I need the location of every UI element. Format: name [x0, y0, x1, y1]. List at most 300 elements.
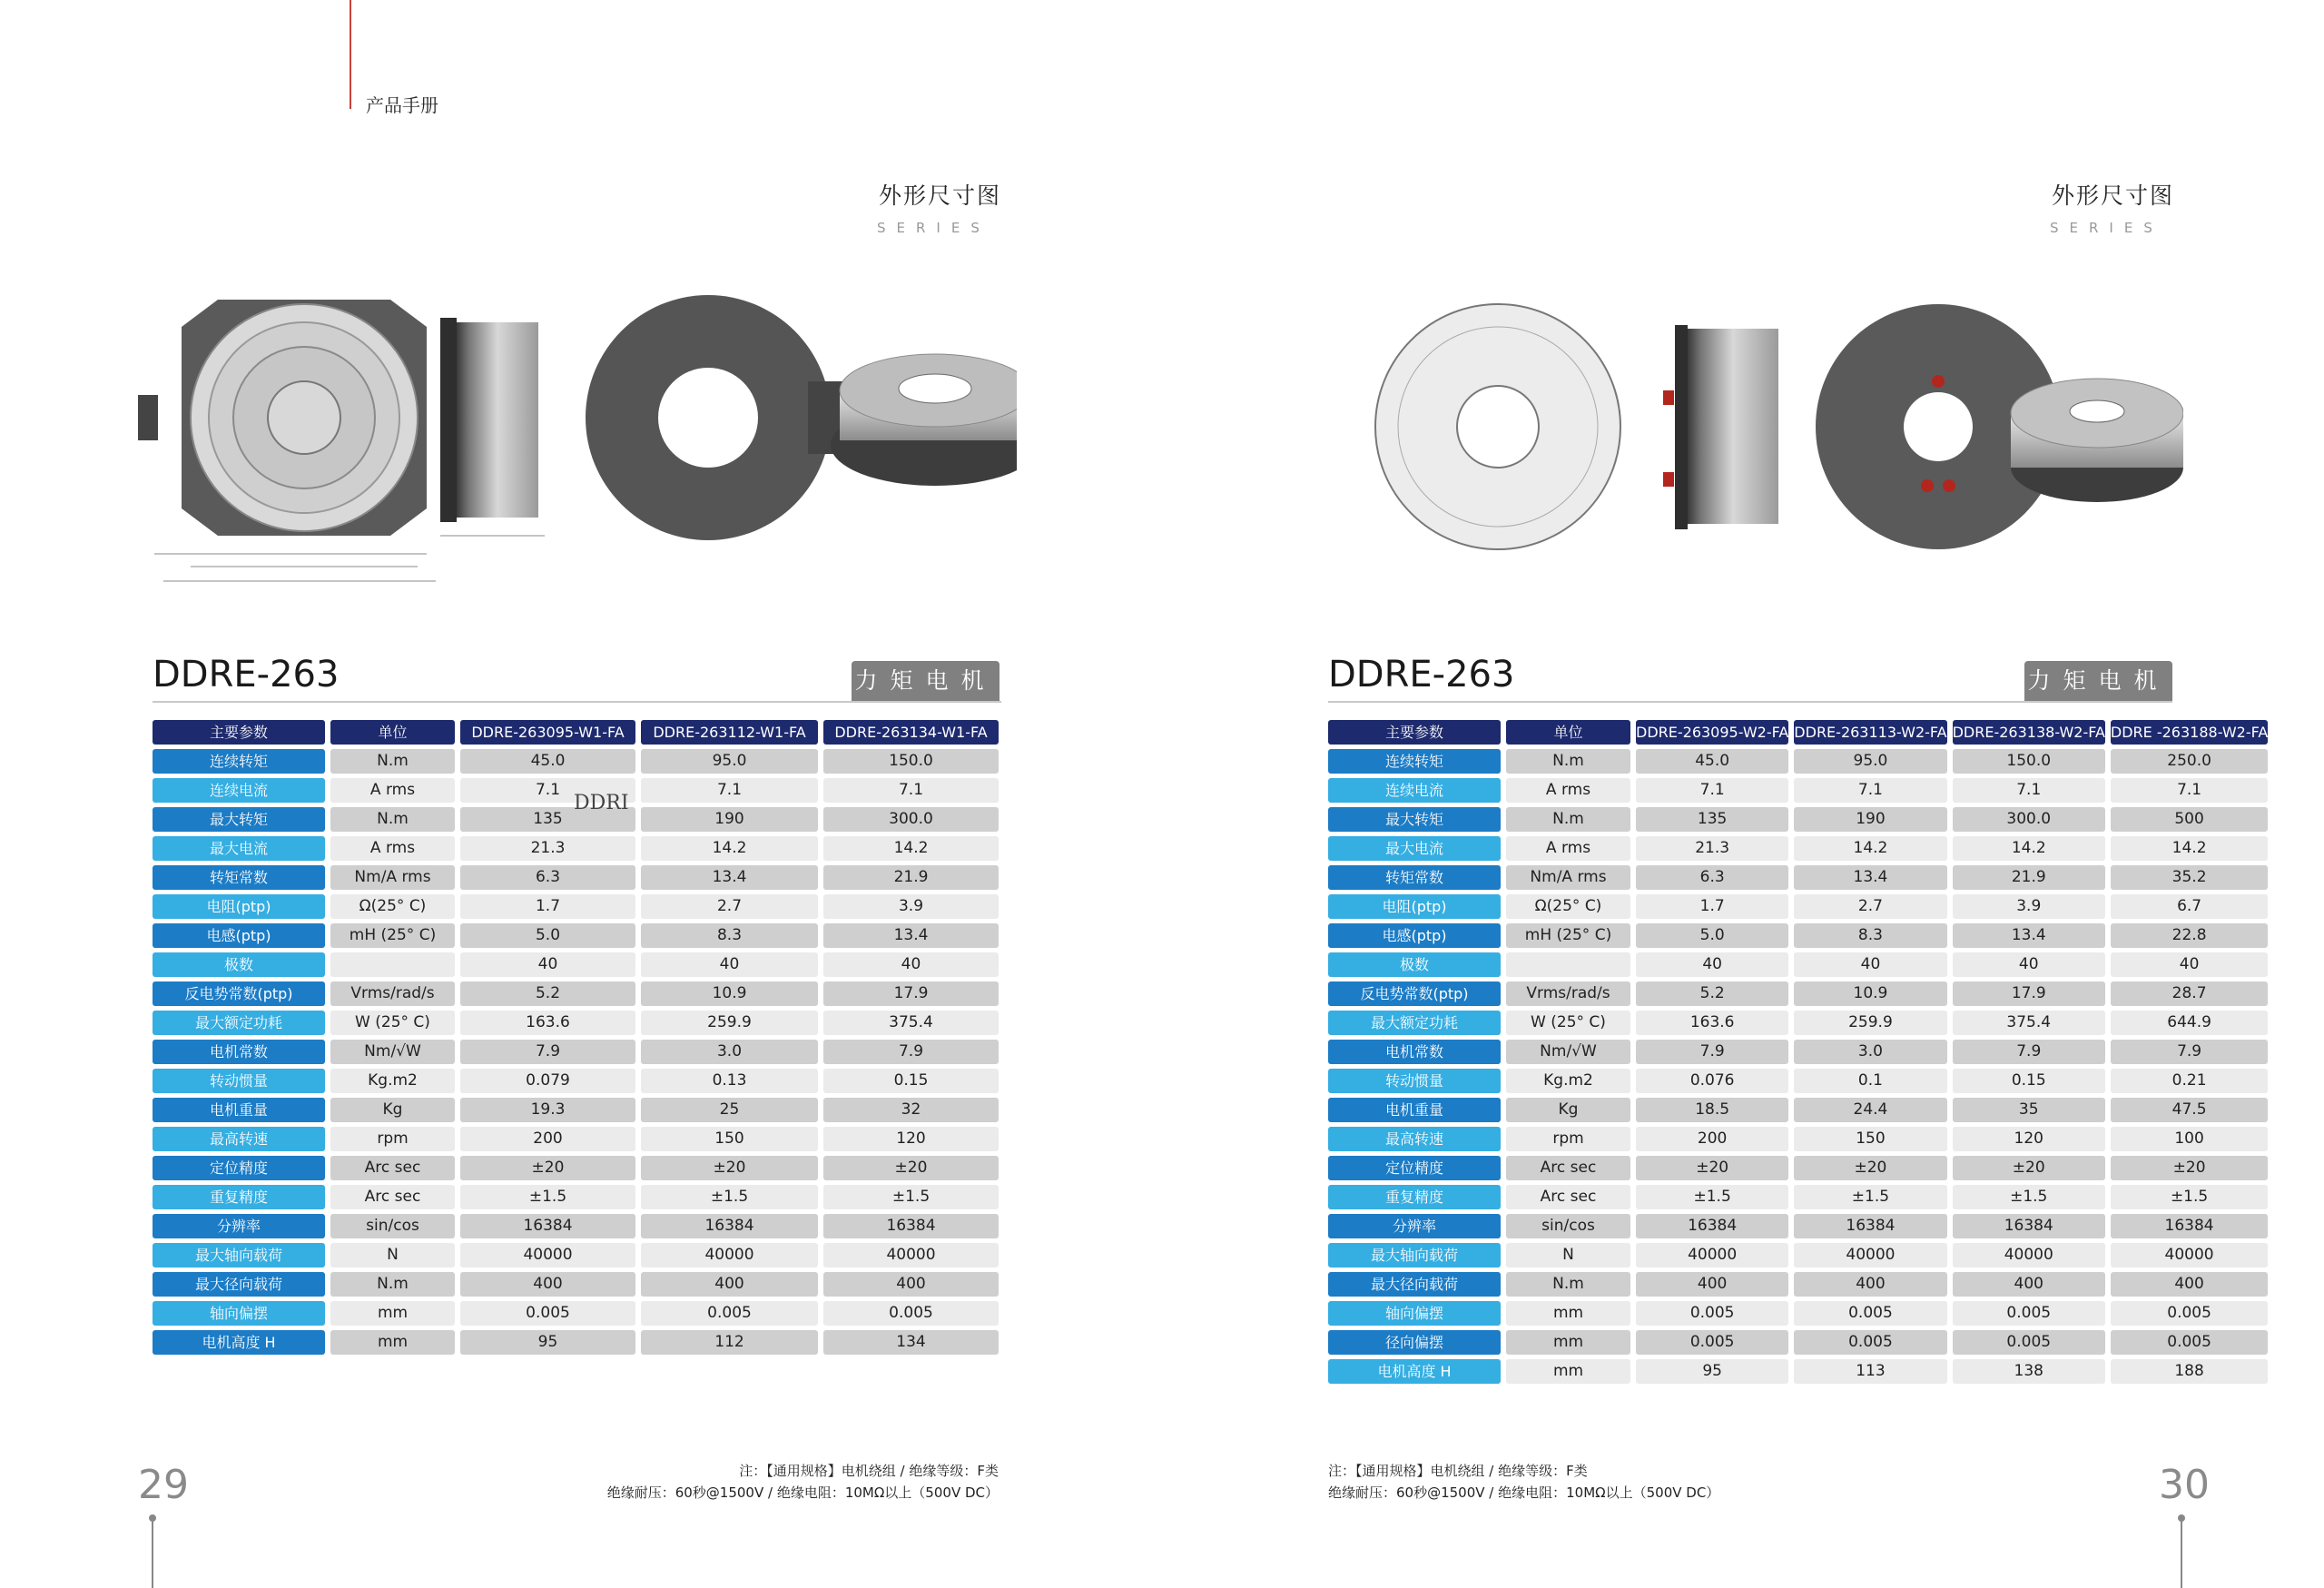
value-cell: 95.0 — [1794, 749, 1946, 774]
unit-cell: W (25° C) — [1506, 1011, 1630, 1035]
column-header-model: DDRE-263112-W1-FA — [641, 720, 818, 745]
value-cell: 95 — [460, 1330, 635, 1355]
value-cell: 150 — [1794, 1127, 1946, 1151]
value-cell: 7.9 — [2111, 1040, 2268, 1064]
value-cell: 400 — [823, 1272, 999, 1297]
param-label: 电机重量 — [153, 1098, 325, 1122]
param-label: 重复精度 — [1328, 1185, 1501, 1209]
unit-cell: A rms — [330, 836, 455, 861]
value-cell: 40 — [1953, 952, 2105, 977]
unit-cell: Arc sec — [1506, 1185, 1630, 1209]
column-header-model: DDRE-263134-W1-FA — [823, 720, 999, 745]
value-cell: 2.7 — [641, 894, 818, 919]
model-title: DDRE-263 — [153, 654, 340, 695]
param-label: 电机重量 — [1328, 1098, 1501, 1122]
title-rule — [1328, 701, 2172, 703]
value-cell: 188 — [2111, 1359, 2268, 1384]
value-cell: 14.2 — [1953, 836, 2105, 861]
table-row — [1328, 1330, 2268, 1355]
isometric-view — [2011, 379, 2183, 502]
value-cell: 21.9 — [1953, 865, 2105, 890]
table-row — [153, 1127, 999, 1151]
param-label: 极数 — [153, 952, 325, 977]
value-cell: 5.2 — [460, 981, 635, 1006]
unit-cell: A rms — [330, 778, 455, 803]
param-label: 转矩常数 — [1328, 865, 1501, 890]
param-label: 电机高度 H — [153, 1330, 325, 1355]
value-cell: 40000 — [2111, 1243, 2268, 1267]
table-row — [1328, 1359, 2268, 1384]
category-tag: 力矩电机 — [852, 661, 1000, 701]
param-label: 转动惯量 — [1328, 1069, 1501, 1093]
value-cell: 13.4 — [641, 865, 818, 890]
note-line: 绝缘耐压：60秒@1500V / 绝缘电阻：10MΩ以上（500V DC） — [606, 1484, 999, 1501]
value-cell: 14.2 — [641, 836, 818, 861]
table-row — [153, 894, 999, 919]
model-title: DDRE-263 — [1328, 654, 1515, 695]
side-view — [1663, 325, 1778, 529]
table-row — [1328, 952, 2268, 977]
value-cell: 0.005 — [641, 1301, 818, 1326]
value-cell: ±1.5 — [823, 1185, 999, 1209]
value-cell: 17.9 — [1953, 981, 2105, 1006]
value-cell: ±20 — [1953, 1156, 2105, 1180]
value-cell: 28.7 — [2111, 981, 2268, 1006]
unit-cell: N.m — [1506, 1272, 1630, 1297]
value-cell: 5.0 — [460, 923, 635, 948]
value-cell: ±20 — [641, 1156, 818, 1180]
param-label: 转动惯量 — [153, 1069, 325, 1093]
value-cell: 16384 — [2111, 1214, 2268, 1238]
value-cell: 400 — [1953, 1272, 2105, 1297]
unit-cell: rpm — [330, 1127, 455, 1151]
value-cell: 259.9 — [1794, 1011, 1946, 1035]
value-cell: 0.21 — [2111, 1069, 2268, 1093]
unit-cell: mH (25° C) — [1506, 923, 1630, 948]
value-cell: 0.079 — [460, 1069, 635, 1093]
param-label: 转矩常数 — [153, 865, 325, 890]
value-cell: 14.2 — [823, 836, 999, 861]
param-label: 最大额定功耗 — [153, 1011, 325, 1035]
param-label: 连续转矩 — [153, 749, 325, 774]
table-row — [153, 1272, 999, 1297]
param-label: 最高转速 — [153, 1127, 325, 1151]
table-row — [1328, 1185, 2268, 1209]
section-series: SERIES — [877, 220, 990, 236]
value-cell: 8.3 — [641, 923, 818, 948]
value-cell: 18.5 — [1636, 1098, 1788, 1122]
value-cell: 40 — [2111, 952, 2268, 977]
value-cell: 6.3 — [460, 865, 635, 890]
header-accent-line — [350, 0, 351, 109]
table-row — [153, 952, 999, 977]
column-header-model: DDRE-263095-W1-FA — [460, 720, 635, 745]
table-row — [1328, 923, 2268, 948]
front-view — [1375, 304, 1620, 549]
param-label: 径向偏摆 — [1328, 1330, 1501, 1355]
table-row — [153, 1330, 999, 1355]
value-cell: 2.7 — [1794, 894, 1946, 919]
value-cell: ±1.5 — [460, 1185, 635, 1209]
param-label: 轴向偏摆 — [1328, 1301, 1501, 1326]
value-cell: 3.0 — [641, 1040, 818, 1064]
header-label: 产品手册 — [366, 94, 438, 116]
param-label: 电阻(ptp) — [153, 894, 325, 919]
drawing-set-w2 — [1339, 263, 2183, 590]
table-row — [153, 1040, 999, 1064]
unit-cell: sin/cos — [1506, 1214, 1630, 1238]
value-cell: 644.9 — [2111, 1011, 2268, 1035]
value-cell: 40 — [460, 952, 635, 977]
value-cell: 200 — [460, 1127, 635, 1151]
value-cell: 400 — [641, 1272, 818, 1297]
unit-cell: mH (25° C) — [330, 923, 455, 948]
param-label: 电感(ptp) — [1328, 923, 1501, 948]
value-cell: 138 — [1953, 1359, 2105, 1384]
value-cell: 13.4 — [1794, 865, 1946, 890]
side-view — [440, 318, 545, 536]
value-cell: 8.3 — [1794, 923, 1946, 948]
value-cell: ±20 — [460, 1156, 635, 1180]
value-cell: 400 — [2111, 1272, 2268, 1297]
value-cell: 16384 — [1636, 1214, 1788, 1238]
unit-cell: mm — [1506, 1301, 1630, 1326]
value-cell: 400 — [1636, 1272, 1788, 1297]
table-row — [1328, 1301, 2268, 1326]
unit-cell: N.m — [330, 1272, 455, 1297]
unit-cell: A rms — [1506, 836, 1630, 861]
value-cell: 150 — [641, 1127, 818, 1151]
unit-cell: Ω(25° C) — [1506, 894, 1630, 919]
value-cell: 1.7 — [1636, 894, 1788, 919]
value-cell: 40000 — [1794, 1243, 1946, 1267]
column-header-unit: 单位 — [330, 720, 455, 745]
param-label: 反电势常数(ptp) — [1328, 981, 1501, 1006]
param-label: 最大转矩 — [153, 807, 325, 832]
param-label: 连续转矩 — [1328, 749, 1501, 774]
value-cell: 112 — [641, 1330, 818, 1355]
value-cell: 7.1 — [823, 778, 999, 803]
value-cell: ±1.5 — [1794, 1185, 1946, 1209]
param-label: 电机常数 — [1328, 1040, 1501, 1064]
value-cell: 40 — [1794, 952, 1946, 977]
value-cell: 40000 — [641, 1243, 818, 1267]
value-cell: 13.4 — [1953, 923, 2105, 948]
value-cell: 0.005 — [460, 1301, 635, 1326]
value-cell: 163.6 — [460, 1011, 635, 1035]
unit-cell: Nm/A rms — [330, 865, 455, 890]
unit-cell: Arc sec — [330, 1156, 455, 1180]
value-cell: 0.005 — [1636, 1330, 1788, 1355]
unit-cell: Arc sec — [330, 1185, 455, 1209]
unit-cell: Nm/A rms — [1506, 865, 1630, 890]
value-cell: 7.9 — [1953, 1040, 2105, 1064]
notes — [606, 1460, 999, 1504]
category-tag: 力矩电机 — [2024, 661, 2172, 701]
table-header-row — [1328, 720, 2268, 745]
column-header-model: DDRE-263095-W2-FA — [1636, 720, 1788, 745]
column-header-param: 主要参数 — [1328, 720, 1501, 745]
param-label: 最高转速 — [1328, 1127, 1501, 1151]
value-cell: 16384 — [641, 1214, 818, 1238]
value-cell: 35 — [1953, 1098, 2105, 1122]
value-cell: 16384 — [1794, 1214, 1946, 1238]
param-label: 连续电流 — [153, 778, 325, 803]
param-label: 定位精度 — [153, 1156, 325, 1180]
rear-view — [586, 295, 844, 540]
param-label: 重复精度 — [153, 1185, 325, 1209]
value-cell: 190 — [641, 807, 818, 832]
param-label: 最大转矩 — [1328, 807, 1501, 832]
column-header-unit: 单位 — [1506, 720, 1630, 745]
value-cell: 6.7 — [2111, 894, 2268, 919]
value-cell: 0.15 — [1953, 1069, 2105, 1093]
param-label: 分辨率 — [153, 1214, 325, 1238]
value-cell: 7.1 — [460, 778, 635, 803]
section-series: SERIES — [2050, 220, 2163, 236]
unit-cell: Nm/√W — [1506, 1040, 1630, 1064]
unit-cell: rpm — [1506, 1127, 1630, 1151]
param-label: 最大轴向载荷 — [153, 1243, 325, 1267]
unit-cell: N.m — [1506, 749, 1630, 774]
table-row — [153, 923, 999, 948]
value-cell: 0.005 — [2111, 1330, 2268, 1355]
value-cell: ±20 — [823, 1156, 999, 1180]
value-cell: 375.4 — [823, 1011, 999, 1035]
unit-cell: mm — [1506, 1330, 1630, 1355]
value-cell: 100 — [2111, 1127, 2268, 1151]
value-cell: 10.9 — [1794, 981, 1946, 1006]
front-view — [138, 300, 436, 581]
page-number: 30 — [2159, 1462, 2210, 1508]
value-cell: 7.9 — [460, 1040, 635, 1064]
table-row — [1328, 836, 2268, 861]
param-label: 电阻(ptp) — [1328, 894, 1501, 919]
value-cell: 400 — [1794, 1272, 1946, 1297]
table-row — [153, 981, 999, 1006]
value-cell: 150.0 — [1953, 749, 2105, 774]
value-cell: 0.005 — [2111, 1301, 2268, 1326]
table-row — [153, 1185, 999, 1209]
value-cell: 21.3 — [1636, 836, 1788, 861]
value-cell: 13.4 — [823, 923, 999, 948]
value-cell: 7.1 — [641, 778, 818, 803]
value-cell: 7.1 — [2111, 778, 2268, 803]
unit-cell: N.m — [1506, 807, 1630, 832]
unit-cell: mm — [330, 1301, 455, 1326]
section-title: 外形尺寸图 — [879, 182, 1002, 209]
value-cell: 375.4 — [1953, 1011, 2105, 1035]
value-cell: 40000 — [460, 1243, 635, 1267]
note-line: 注：【通用规格】电机绕组 / 绝缘等级：F类 — [739, 1463, 999, 1479]
table-row — [1328, 1011, 2268, 1035]
value-cell: ±1.5 — [1636, 1185, 1788, 1209]
value-cell: 120 — [823, 1127, 999, 1151]
table-row — [153, 1011, 999, 1035]
drawing-set-w1 — [127, 263, 1017, 590]
value-cell: 135 — [1636, 807, 1788, 832]
value-cell: 400 — [460, 1272, 635, 1297]
unit-cell: N — [1506, 1243, 1630, 1267]
value-cell: 250.0 — [2111, 749, 2268, 774]
value-cell: 7.1 — [1636, 778, 1788, 803]
value-cell: 3.9 — [1953, 894, 2105, 919]
unit-cell: Vrms/rad/s — [330, 981, 455, 1006]
right-page — [1162, 0, 2324, 1588]
unit-cell: mm — [1506, 1359, 1630, 1384]
value-cell: 25 — [641, 1098, 818, 1122]
value-cell: 47.5 — [2111, 1098, 2268, 1122]
table-row — [153, 1098, 999, 1122]
value-cell: 500 — [2111, 807, 2268, 832]
value-cell: 14.2 — [2111, 836, 2268, 861]
value-cell: 135 — [460, 807, 635, 832]
unit-cell: mm — [330, 1330, 455, 1355]
table-row — [1328, 981, 2268, 1006]
table-row — [1328, 894, 2268, 919]
value-cell: 40 — [641, 952, 818, 977]
value-cell: 21.9 — [823, 865, 999, 890]
spec-table — [1323, 715, 2273, 1388]
table-row — [1328, 807, 2268, 832]
value-cell: 300.0 — [1953, 807, 2105, 832]
value-cell: 7.1 — [1794, 778, 1946, 803]
value-cell: 40 — [1636, 952, 1788, 977]
value-cell: ±1.5 — [1953, 1185, 2105, 1209]
value-cell: 0.1 — [1794, 1069, 1946, 1093]
param-label: 最大轴向载荷 — [1328, 1243, 1501, 1267]
value-cell: 40 — [823, 952, 999, 977]
value-cell: 0.005 — [1636, 1301, 1788, 1326]
value-cell: 150.0 — [823, 749, 999, 774]
table-row — [153, 1069, 999, 1093]
value-cell: ±1.5 — [2111, 1185, 2268, 1209]
value-cell: 32 — [823, 1098, 999, 1122]
value-cell: 7.9 — [1636, 1040, 1788, 1064]
value-cell: 40000 — [1953, 1243, 2105, 1267]
unit-cell: Vrms/rad/s — [1506, 981, 1630, 1006]
value-cell: 200 — [1636, 1127, 1788, 1151]
table-row — [1328, 1127, 2268, 1151]
param-label: 轴向偏摆 — [153, 1301, 325, 1326]
value-cell: ±20 — [1794, 1156, 1946, 1180]
unit-cell: Arc sec — [1506, 1156, 1630, 1180]
table-row — [153, 1214, 999, 1238]
value-cell: 0.005 — [823, 1301, 999, 1326]
value-cell: 5.2 — [1636, 981, 1788, 1006]
value-cell: 16384 — [1953, 1214, 2105, 1238]
value-cell: 7.9 — [823, 1040, 999, 1064]
value-cell: 16384 — [460, 1214, 635, 1238]
notes — [1328, 1460, 1800, 1504]
column-header-param: 主要参数 — [153, 720, 325, 745]
unit-cell: N — [330, 1243, 455, 1267]
value-cell: 40000 — [823, 1243, 999, 1267]
param-label: 最大电流 — [153, 836, 325, 861]
param-label: 极数 — [1328, 952, 1501, 977]
unit-cell: Nm/√W — [330, 1040, 455, 1064]
table-row — [153, 1301, 999, 1326]
param-label: 最大径向载荷 — [153, 1272, 325, 1297]
value-cell: 0.15 — [823, 1069, 999, 1093]
column-header-model: DDRE -263188-W2-FA — [2111, 720, 2268, 745]
value-cell: 22.8 — [2111, 923, 2268, 948]
unit-cell: sin/cos — [330, 1214, 455, 1238]
value-cell: 120 — [1953, 1127, 2105, 1151]
value-cell: 3.9 — [823, 894, 999, 919]
note-line: 注：【通用规格】电机绕组 / 绝缘等级：F类 — [1328, 1463, 1588, 1479]
page-number-line — [152, 1518, 153, 1588]
unit-cell: Kg — [1506, 1098, 1630, 1122]
value-cell: 21.3 — [460, 836, 635, 861]
value-cell: 95.0 — [641, 749, 818, 774]
table-row — [153, 749, 999, 774]
table-row — [1328, 778, 2268, 803]
value-cell: 0.13 — [641, 1069, 818, 1093]
value-cell: 5.0 — [1636, 923, 1788, 948]
value-cell: 0.005 — [1794, 1301, 1946, 1326]
value-cell: 0.005 — [1953, 1330, 2105, 1355]
unit-cell: N.m — [330, 749, 455, 774]
value-cell: 10.9 — [641, 981, 818, 1006]
table-row — [1328, 865, 2268, 890]
table-row — [153, 865, 999, 890]
value-cell: 24.4 — [1794, 1098, 1946, 1122]
value-cell: 190 — [1794, 807, 1946, 832]
value-cell: 17.9 — [823, 981, 999, 1006]
unit-cell — [1506, 952, 1630, 977]
value-cell: ±20 — [2111, 1156, 2268, 1180]
unit-cell: Kg.m2 — [330, 1069, 455, 1093]
section-title: 外形尺寸图 — [2052, 182, 2175, 209]
table-row — [1328, 1214, 2268, 1238]
table-row — [1328, 1069, 2268, 1093]
param-label: 反电势常数(ptp) — [153, 981, 325, 1006]
value-cell: 3.0 — [1794, 1040, 1946, 1064]
param-label: 连续电流 — [1328, 778, 1501, 803]
value-cell: 7.1 — [1953, 778, 2105, 803]
param-label: 定位精度 — [1328, 1156, 1501, 1180]
param-label: 电机高度 H — [1328, 1359, 1501, 1384]
unit-cell: W (25° C) — [330, 1011, 455, 1035]
table-row — [153, 1156, 999, 1180]
value-cell: 0.076 — [1636, 1069, 1788, 1093]
value-cell: 134 — [823, 1330, 999, 1355]
value-cell: 45.0 — [1636, 749, 1788, 774]
param-label: 分辨率 — [1328, 1214, 1501, 1238]
param-label: 电机常数 — [153, 1040, 325, 1064]
unit-cell: A rms — [1506, 778, 1630, 803]
unit-cell: Kg — [330, 1098, 455, 1122]
column-header-model: DDRE-263138-W2-FA — [1953, 720, 2105, 745]
value-cell: ±1.5 — [641, 1185, 818, 1209]
value-cell: 0.005 — [1953, 1301, 2105, 1326]
value-cell: 163.6 — [1636, 1011, 1788, 1035]
value-cell: 259.9 — [641, 1011, 818, 1035]
param-label: 最大电流 — [1328, 836, 1501, 861]
table-row — [1328, 1098, 2268, 1122]
param-label: 最大额定功耗 — [1328, 1011, 1501, 1035]
value-cell: 19.3 — [460, 1098, 635, 1122]
dimension-drawings — [127, 263, 1017, 590]
page-number-line — [2181, 1518, 2182, 1588]
value-cell: 0.005 — [1794, 1330, 1946, 1355]
value-cell: 6.3 — [1636, 865, 1788, 890]
value-cell: 40000 — [1636, 1243, 1788, 1267]
unit-cell — [330, 952, 455, 977]
unit-cell: Kg.m2 — [1506, 1069, 1630, 1093]
note-line: 绝缘耐压：60秒@1500V / 绝缘电阻：10MΩ以上（500V DC） — [1328, 1484, 1720, 1501]
